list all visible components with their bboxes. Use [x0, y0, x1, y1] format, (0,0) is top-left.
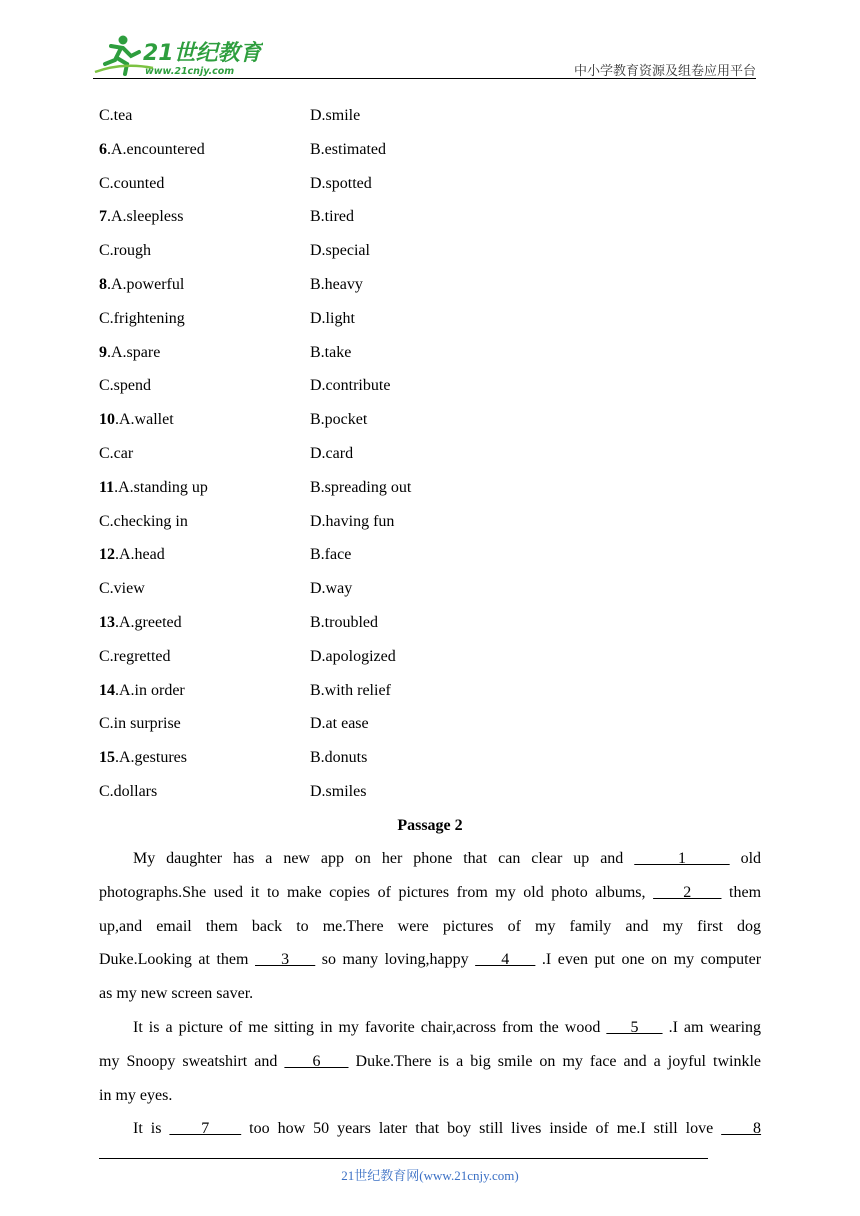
option-text: C.spend — [99, 377, 151, 395]
question-number: 9 — [99, 343, 107, 361]
option-right: D.having fun — [310, 512, 395, 530]
answer-blank: 5 — [606, 1018, 663, 1036]
passage-text: photographs.She used it to make copies of pictures from my old photo albums, — [99, 883, 646, 901]
passage-text: .I even put one on my computer — [541, 951, 762, 969]
passage-text: my Snoopy sweatshirt and — [99, 1052, 278, 1070]
header-divider — [93, 78, 756, 79]
option-right: B.take — [310, 343, 352, 361]
passage-line — [99, 848, 761, 882]
passage-text: It is a picture of me sitting in my favorite chair,across from the wood — [133, 1018, 601, 1036]
option-row — [99, 441, 759, 475]
option-row — [99, 204, 759, 238]
option-right: B.face — [310, 546, 352, 564]
answer-blank: 7 — [169, 1120, 242, 1138]
passage-text: old — [740, 850, 762, 867]
option-left — [99, 576, 145, 602]
option-left — [99, 644, 171, 670]
option-row — [99, 340, 759, 374]
option-left — [99, 238, 151, 264]
option-row — [99, 272, 759, 306]
option-row — [99, 306, 759, 340]
option-left — [99, 475, 208, 501]
question-number: 8 — [99, 275, 107, 293]
option-left — [99, 711, 181, 737]
option-right: D.card — [310, 444, 354, 462]
option-row — [99, 171, 759, 205]
option-right: B.donuts — [310, 749, 368, 767]
option-text: C.checking in — [99, 512, 188, 530]
option-row — [99, 475, 759, 509]
option-row — [99, 610, 759, 644]
site-logo — [93, 32, 263, 78]
logo-text: 21世纪教育 — [143, 41, 262, 66]
logo-url: www.21cnjy.com — [145, 66, 235, 77]
passage-text: them — [729, 883, 762, 901]
passage-text: My daughter has a new app on her phone that can clear up and — [133, 850, 624, 867]
question-number: 7 — [99, 208, 107, 226]
option-text: C.car — [99, 444, 134, 462]
option-text: .A.sleepless — [107, 208, 184, 226]
option-text: .A.in order — [115, 681, 185, 699]
option-text: .A.gestures — [115, 749, 187, 767]
option-left — [99, 103, 132, 129]
options-list — [99, 103, 759, 813]
option-left — [99, 779, 157, 805]
passage-body — [99, 848, 761, 1152]
answer-blank: 8 — [721, 1120, 762, 1138]
option-right: B.troubled — [310, 613, 378, 631]
option-left — [99, 407, 174, 433]
question-number: 6 — [99, 140, 107, 158]
option-left — [99, 171, 164, 197]
answer-blank: 4 — [475, 951, 536, 969]
option-row — [99, 238, 759, 272]
option-right: B.pocket — [310, 411, 368, 429]
footer-link[interactable]: 21世纪教育网(www.21cnjy.com) — [341, 1168, 519, 1183]
option-right: D.special — [310, 242, 370, 260]
answer-blank: 6 — [284, 1052, 349, 1070]
option-right: D.smile — [310, 107, 361, 124]
question-number: 10 — [99, 411, 115, 429]
option-text: C.frightening — [99, 309, 185, 327]
option-row — [99, 407, 759, 441]
answer-blank: 1 — [634, 850, 730, 867]
option-text: C.dollars — [99, 782, 158, 800]
option-text: C.tea — [99, 107, 133, 124]
passage-title: Passage 2 — [397, 817, 463, 834]
passage-text: so many loving,happy — [321, 951, 469, 969]
option-text: .A.standing up — [114, 478, 208, 496]
passage-line — [99, 882, 761, 916]
option-left — [99, 509, 188, 535]
option-row — [99, 103, 759, 137]
option-right: B.heavy — [310, 275, 363, 293]
question-number: 13 — [99, 613, 115, 631]
option-left — [99, 204, 183, 230]
option-row — [99, 644, 759, 678]
option-text: C.rough — [99, 242, 151, 260]
passage-line — [99, 1118, 761, 1152]
passage-text: .I am wearing — [668, 1018, 762, 1036]
footer-divider — [99, 1158, 708, 1159]
option-right: B.estimated — [310, 140, 386, 158]
option-text: .A.wallet — [115, 411, 174, 429]
option-right: B.with relief — [310, 681, 391, 699]
passage-line — [99, 949, 761, 983]
option-right: B.tired — [310, 208, 354, 226]
option-row — [99, 542, 759, 576]
option-right: D.contribute — [310, 377, 391, 395]
answer-blank: 2 — [653, 883, 722, 901]
option-left — [99, 441, 133, 467]
option-left — [99, 340, 160, 366]
option-left — [99, 610, 182, 636]
option-text: .A.encountered — [107, 140, 205, 158]
passage-text: too how 50 years later that boy still lives inside of me.I still love — [249, 1120, 714, 1138]
option-right: D.apologized — [310, 647, 396, 665]
header-platform-label: 中小学教育资源及组卷应用平台 — [573, 63, 756, 78]
passage-line — [99, 916, 761, 950]
option-row — [99, 745, 759, 779]
option-row — [99, 711, 759, 745]
option-text: C.regretted — [99, 647, 171, 665]
option-left — [99, 678, 185, 704]
passage-line — [99, 1085, 761, 1119]
passage-text: Duke.There is a big smile on my face and a joyful twinkle — [355, 1052, 762, 1070]
option-left — [99, 373, 151, 399]
option-text: C.counted — [99, 174, 165, 192]
option-text: .A.spare — [107, 343, 161, 361]
passage-line — [99, 983, 761, 1017]
option-text: C.in surprise — [99, 715, 181, 733]
passage-text: It is — [133, 1120, 162, 1138]
option-left — [99, 306, 185, 332]
answer-blank: 3 — [255, 951, 316, 969]
passage-text: as my new screen saver. — [99, 985, 254, 1003]
option-row — [99, 779, 759, 813]
passage-line — [99, 1017, 761, 1051]
option-text: .A.head — [115, 546, 165, 564]
option-left — [99, 272, 184, 298]
question-number: 11 — [99, 478, 115, 496]
passage-text: Duke.Looking at them — [99, 951, 249, 969]
option-left — [99, 137, 205, 163]
option-right: D.smiles — [310, 782, 367, 800]
question-number: 15 — [99, 749, 115, 767]
option-row — [99, 509, 759, 543]
option-row — [99, 576, 759, 610]
option-text: .A.powerful — [107, 275, 185, 293]
option-text: C.view — [99, 580, 145, 598]
question-number: 12 — [99, 546, 115, 564]
option-right: B.spreading out — [310, 478, 412, 496]
option-row — [99, 678, 759, 712]
option-left — [99, 745, 187, 771]
option-text: .A.greeted — [115, 613, 182, 631]
option-left — [99, 542, 165, 568]
passage-line — [99, 1051, 761, 1085]
option-right: D.spotted — [310, 174, 372, 192]
option-right: D.light — [310, 309, 355, 327]
option-row — [99, 137, 759, 171]
passage-text: in my eyes. — [99, 1086, 173, 1104]
question-number: 14 — [99, 681, 115, 699]
option-right: D.at ease — [310, 715, 369, 733]
option-row — [99, 373, 759, 407]
option-right: D.way — [310, 580, 353, 598]
passage-text: up,and email them back to me.There were pictures of my family and my first dog — [99, 917, 761, 935]
